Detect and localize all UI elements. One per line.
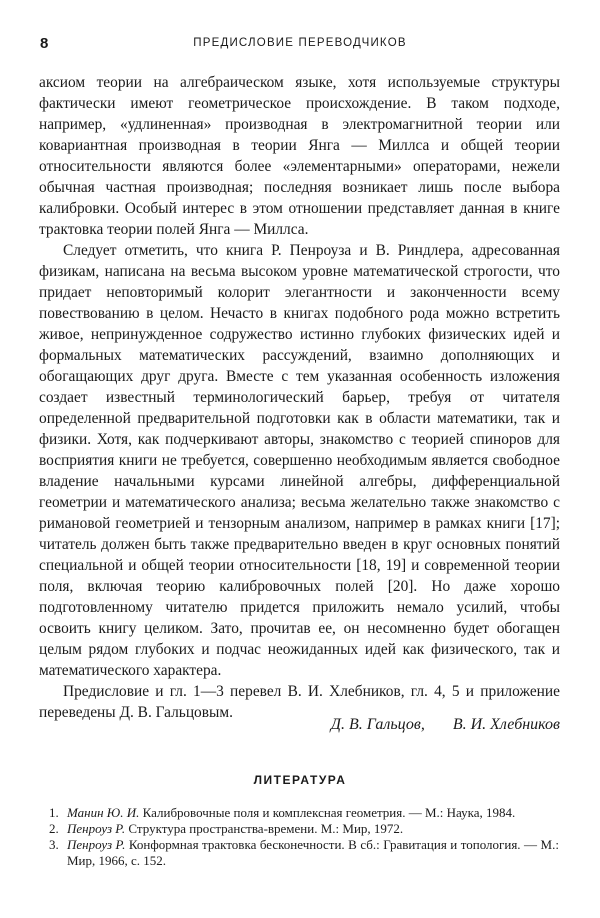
reference-author: Пенроуз Р. [67,821,126,836]
main-text [39,72,560,723]
reference-number: 2. [49,821,59,836]
reference-number: 1. [49,805,59,820]
running-title: ПРЕДИСЛОВИЕ ПЕРЕВОДЧИКОВ [193,37,407,49]
reference-author: Манин Ю. И. [67,805,140,820]
signature-galtsov: Д. В. Гальцов, [330,716,425,733]
reference-author: Пенроуз Р. [67,837,126,852]
references-list [49,805,559,869]
reference-item [49,837,559,869]
page-header [40,35,560,55]
signature-khlebnikov: В. И. Хлебников [452,716,560,733]
references-title: ЛИТЕРАТУРА [253,773,347,787]
reference-text: Калибровочные поля и комплексная геометрия. — М.: Наука, 1984. [142,805,516,820]
page-number: 8 [40,35,49,52]
reference-item [49,805,559,821]
reference-text: Конформная трактовка бесконечности. В сб.: Гравитация и топология. — М.: Мир, 1966, с. 152. [67,837,559,868]
paragraph-2: Следует отметить, что книга Р. Пенроуза и В. Риндлера, адресованная физикам, написана на весьма высоком уровне математической строгости, что придает неповторимый колорит элегантности и законченности всему повествованию в целом. Нечасто в книгах подобного рода можно встретить живое, непринужденное содружество истинно глубоких физических идей и формальных математических рассуждений, взаимно дополняющих и обогащающих друг друга. Вместе с тем указанная особенность изложения создает известный терминологический барьер, требуя от читателя определенной предварительной подготовки как в области математики, так и физики. Хотя, как подчеркивают авторы, знакомство с теорией спиноров для восприятия книги не требуется, совершенно необходимым является свободное владение начальными курсами линейной алгебры, дифференциальной геометрии и математического анализа; весьма желательно также знакомство с римановой геометрией и тензорным анализом, например в рамках книги [17]; читатель должен быть также предварительно введен в круг основных понятий специальной и общей теории относительности [18, 19] и современной теории поля, включая теорию калибровочных полей [20]. Но даже хорошо подготовленному читателю придется приложить немало усилий, чтобы освоить книгу целиком. Зато, прочитав ее, он несомненно будет обогащен целым рядом глубоких и подчас неожиданных идей как физического, так и математического характера. [39,242,560,679]
translator-signatures [331,716,560,734]
paragraph-1: аксиом теории на алгебраическом языке, хотя используемые структуры фактически имеют геометрическое происхождение. В таком подходе, например, «удлиненная» производная в электромагнитной теории или ковариантная производная в теории Янга — Миллса и общей теории относительности являются более «элементарными» операторами, нежели обычная частная производная; последняя возникает лишь после выбора калибровки. Особый интерес в этом отношении представляет данная в книге трактовка теории полей Янга — Миллса. [39,74,560,238]
reference-text: Структура пространства-времени. М.: Мир, 1972. [128,821,404,836]
paragraph-3: Предисловие и гл. 1—3 перевел В. И. Хлебников, гл. 4, 5 и приложение переведены Д. В. Гальцовым. [39,683,560,721]
reference-number: 3. [49,837,59,852]
reference-item [49,821,559,837]
